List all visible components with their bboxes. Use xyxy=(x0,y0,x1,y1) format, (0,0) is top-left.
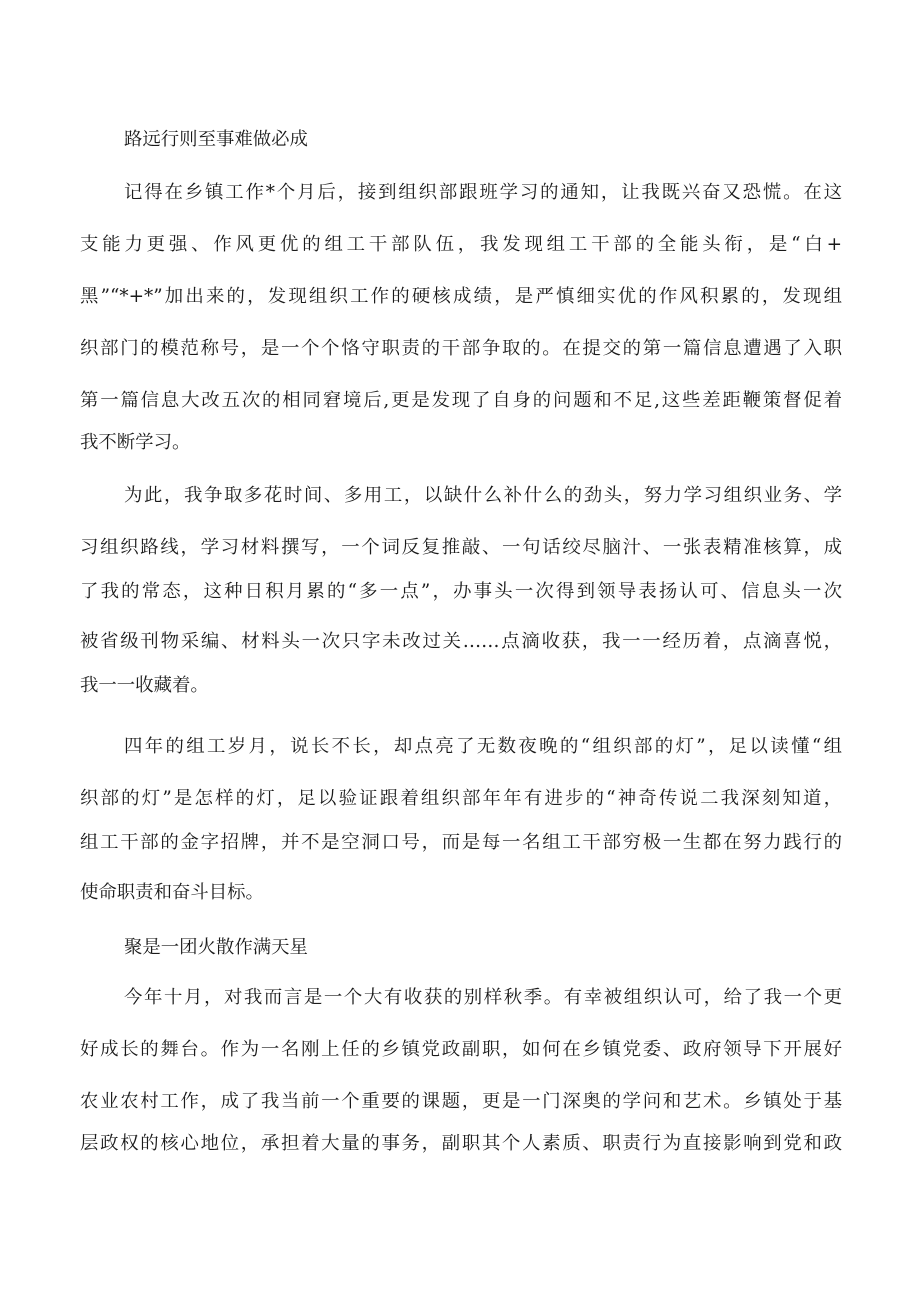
paragraph-1-line-4: 织部门的模范称号，是一个个恪守职责的干部争取的。在提交的第一篇信息遭遇了入职 xyxy=(80,338,842,359)
section-heading-2: 聚是一团火散作满天星 xyxy=(124,937,308,958)
paragraph-1-line-1: 记得在乡镇工作*个月后，接到组织部跟班学习的通知，让我既兴奋又恐慌。在这 xyxy=(124,182,842,203)
paragraph-1-line-2: 支能力更强、作风更优的组工干部队伍，我发现组工干部的全能头衔，是“白+ xyxy=(80,234,842,255)
paragraph-4-line-1: 今年十月，对我而言是一个大有收获的别样秋季。有幸被组织认可，给了我一个更 xyxy=(124,987,842,1008)
paragraph-2-line-1: 为此，我争取多花时间、多用工，以缺什么补什么的劲头，努力学习组织业务、学 xyxy=(124,485,842,506)
paragraph-4-line-3: 农业农村工作，成了我当前一个重要的课题，更是一门深奥的学问和艺术。乡镇处于基 xyxy=(80,1091,842,1112)
paragraph-1-line-6: 我不断学习。 xyxy=(80,432,191,453)
paragraph-3-line-2: 织部的灯”是怎样的灯，足以验证跟着组织部年年有进步的“神奇传说二我深刻知道， xyxy=(80,788,842,809)
paragraph-2-line-3: 了我的常态，这种日积月累的“多一点”，办事头一次得到领导表扬认可、信息头一次 xyxy=(80,581,842,602)
paragraph-2-line-2: 习组织路线，学习材料撰写，一个词反复推敲、一句话绞尽脑汁、一张表精准核算，成 xyxy=(80,537,842,558)
paragraph-2-line-4: 被省级刊物采编、材料头一次只字未改过关……点滴收获，我一一经历着，点滴喜悦， xyxy=(80,631,842,652)
section-heading-1: 路远行则至事难做必成 xyxy=(124,129,308,150)
paragraph-3-line-4: 使命职责和奋斗目标。 xyxy=(80,882,264,903)
paragraph-4-line-2: 好成长的舞台。作为一名刚上任的乡镇党政副职，如何在乡镇党委、政府领导下开展好 xyxy=(80,1039,842,1060)
paragraph-1-line-3: 黑”“*+*”加出来的，发现组织工作的硬核成绩，是严慎细实优的作风积累的，发现组 xyxy=(80,286,842,307)
paragraph-3-line-3: 组工干部的金字招牌，并不是空洞口号，而是每一名组工干部穷极一生都在努力践行的 xyxy=(80,832,842,853)
paragraph-1-line-5: 第一篇信息大改五次的相同窘境后,更是发现了自身的问题和不足,这些差距鞭策督促着 xyxy=(80,390,842,411)
paragraph-2-line-5: 我一一收藏着。 xyxy=(80,675,209,696)
paragraph-3-line-1: 四年的组工岁月，说长不长，却点亮了无数夜晚的“组织部的灯”，足以读懂“组 xyxy=(124,736,842,757)
paragraph-4-line-4: 层政权的核心地位，承担着大量的事务，副职其个人素质、职责行为直接影响到党和政 xyxy=(80,1133,842,1154)
